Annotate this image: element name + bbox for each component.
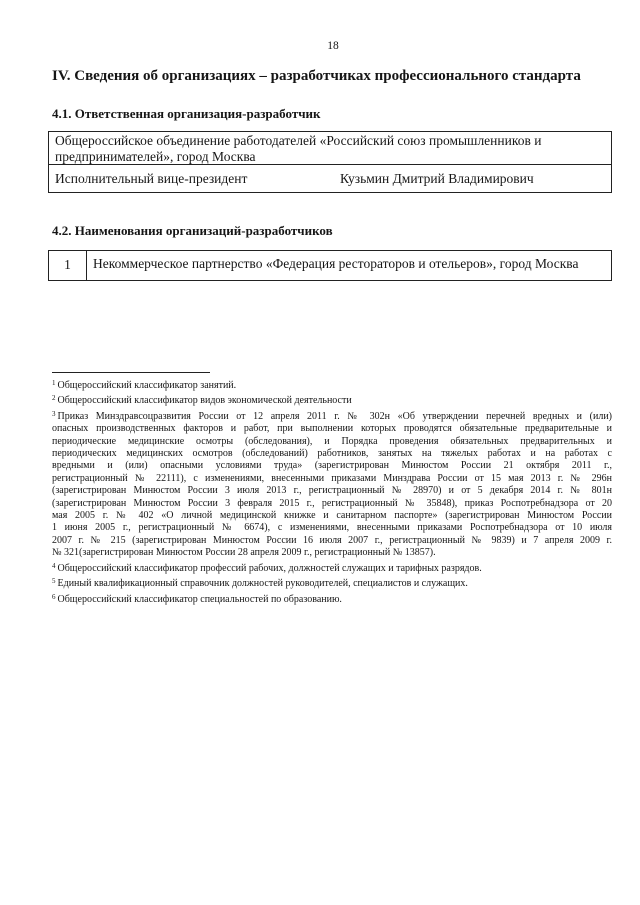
responsible-org-name-line-1: Общероссийское объединение работодателей «Российский союз промышленников и	[55, 133, 542, 148]
developer-org-number: 1	[49, 251, 87, 280]
footnote-3-line-7: (зарегистрирован Минюстом России 3 июля 2013 г., регистрационный № 28970) и от 5 декабря 2014 г. № 801н	[52, 485, 612, 497]
footnote-4	[52, 560, 612, 575]
section-title: IV. Сведения об организациях – разработчиках профессионального стандарта	[52, 68, 581, 84]
developer-org-name: Некоммерческое партнерство «Федерация рестораторов и отельеров», город Москва	[93, 256, 579, 271]
responsible-person-name: Кузьмин Дмитрий Владимирович	[340, 171, 534, 186]
footnote-text: Общероссийский классификатор профессий рабочих, должностей служащих и тарифных разрядов.	[57, 562, 482, 574]
responsible-org-table	[48, 131, 612, 193]
responsible-org-name-line-2: предпринимателей», город Москва	[55, 149, 256, 164]
footnote-mark: 3	[52, 409, 56, 418]
footnote-divider	[52, 372, 210, 373]
footnote-3-line-9: мая 2005 г. № 402 «О личной медицинской книжке и санитарном паспорте» (зарегистрирован Минюстом России	[52, 510, 612, 522]
footnote-mark: 6	[52, 592, 56, 601]
footnote-3-line-4: периодических медицинских осмотров (обследований) работников, занятых на тяжелых работах и на работах с	[52, 448, 612, 460]
page-number: 18	[327, 40, 339, 52]
responsible-person-position: Исполнительный вице-президент	[55, 171, 248, 186]
footnote-text: Общероссийский классификатор занятий.	[57, 380, 237, 391]
footnote-mark: 5	[52, 577, 56, 586]
responsible-person-row	[49, 165, 611, 192]
footnote-3-line-10: 1 июня 2005 г., регистрационный № 6674), с изменениями, внесенными приказами Роспотребнадзора от 10 июля	[52, 522, 612, 534]
developer-orgs-heading: 4.2. Наименования организаций-разработчиков	[52, 223, 333, 238]
footnote-3-line-11: 2007 г. № 215 (зарегистрирован Минюстом России 16 июля 2007 г., регистрационный № 9839) и 7 апреля 2009 г.	[52, 534, 612, 546]
footnote-3-line-3: периодические медицинские осмотры (обследования), и Порядка проведения обязательных предварительных и	[52, 435, 612, 447]
footnote-3-line-5: вредными и (или) опасными условиями труда» (зарегистрирован Минюстом России 21 октября 2011 г.,	[52, 460, 612, 472]
footnote-2	[52, 392, 612, 407]
footnote-text: Общероссийский классификатор видов экономической деятельности	[57, 395, 352, 407]
footnote-mark: 4	[52, 561, 56, 570]
footnote-mark: 1	[52, 379, 56, 387]
footnote-text: Общероссийский классификатор специальностей по образованию.	[57, 593, 342, 605]
footnote-3-line-1	[52, 408, 612, 423]
footnote-3-line-6: регистрационный № 22111), с изменениями, внесенными приказами Минздрава России от 15 мая 2013 г. № 296н	[52, 472, 612, 484]
footnote-text: Приказ Минздравсоцразвития России от 12 апреля 2011 г. № 302н «Об утверждении перечней вредных и (или)	[57, 410, 612, 422]
responsible-org-name-cell	[49, 132, 611, 165]
responsible-org-heading: 4.1. Ответственная организация-разработчик	[52, 106, 321, 121]
footnote-3-line-12: № 321(зарегистрирован Минюстом России 28 апреля 2009 г., регистрационный № 13857).	[52, 547, 436, 559]
footnote-6	[52, 591, 612, 606]
footnote-text: Единый квалификационный справочник должностей руководителей, специалистов и служащих.	[57, 578, 468, 590]
footnote-mark: 2	[52, 394, 56, 403]
developer-orgs-table-row	[48, 250, 612, 281]
footnote-5	[52, 575, 612, 590]
footnotes	[52, 377, 612, 606]
footnote-3-line-2: опасных производственных факторов и работ, при выполнении которых проводятся обязательные предварительные и	[52, 423, 612, 435]
footnote-1	[52, 377, 612, 392]
footnote-3-line-8: (зарегистрирован Минюстом России 3 февраля 2015 г., регистрационный № 35848), приказ Роспотребнадзора от 20	[52, 497, 612, 509]
